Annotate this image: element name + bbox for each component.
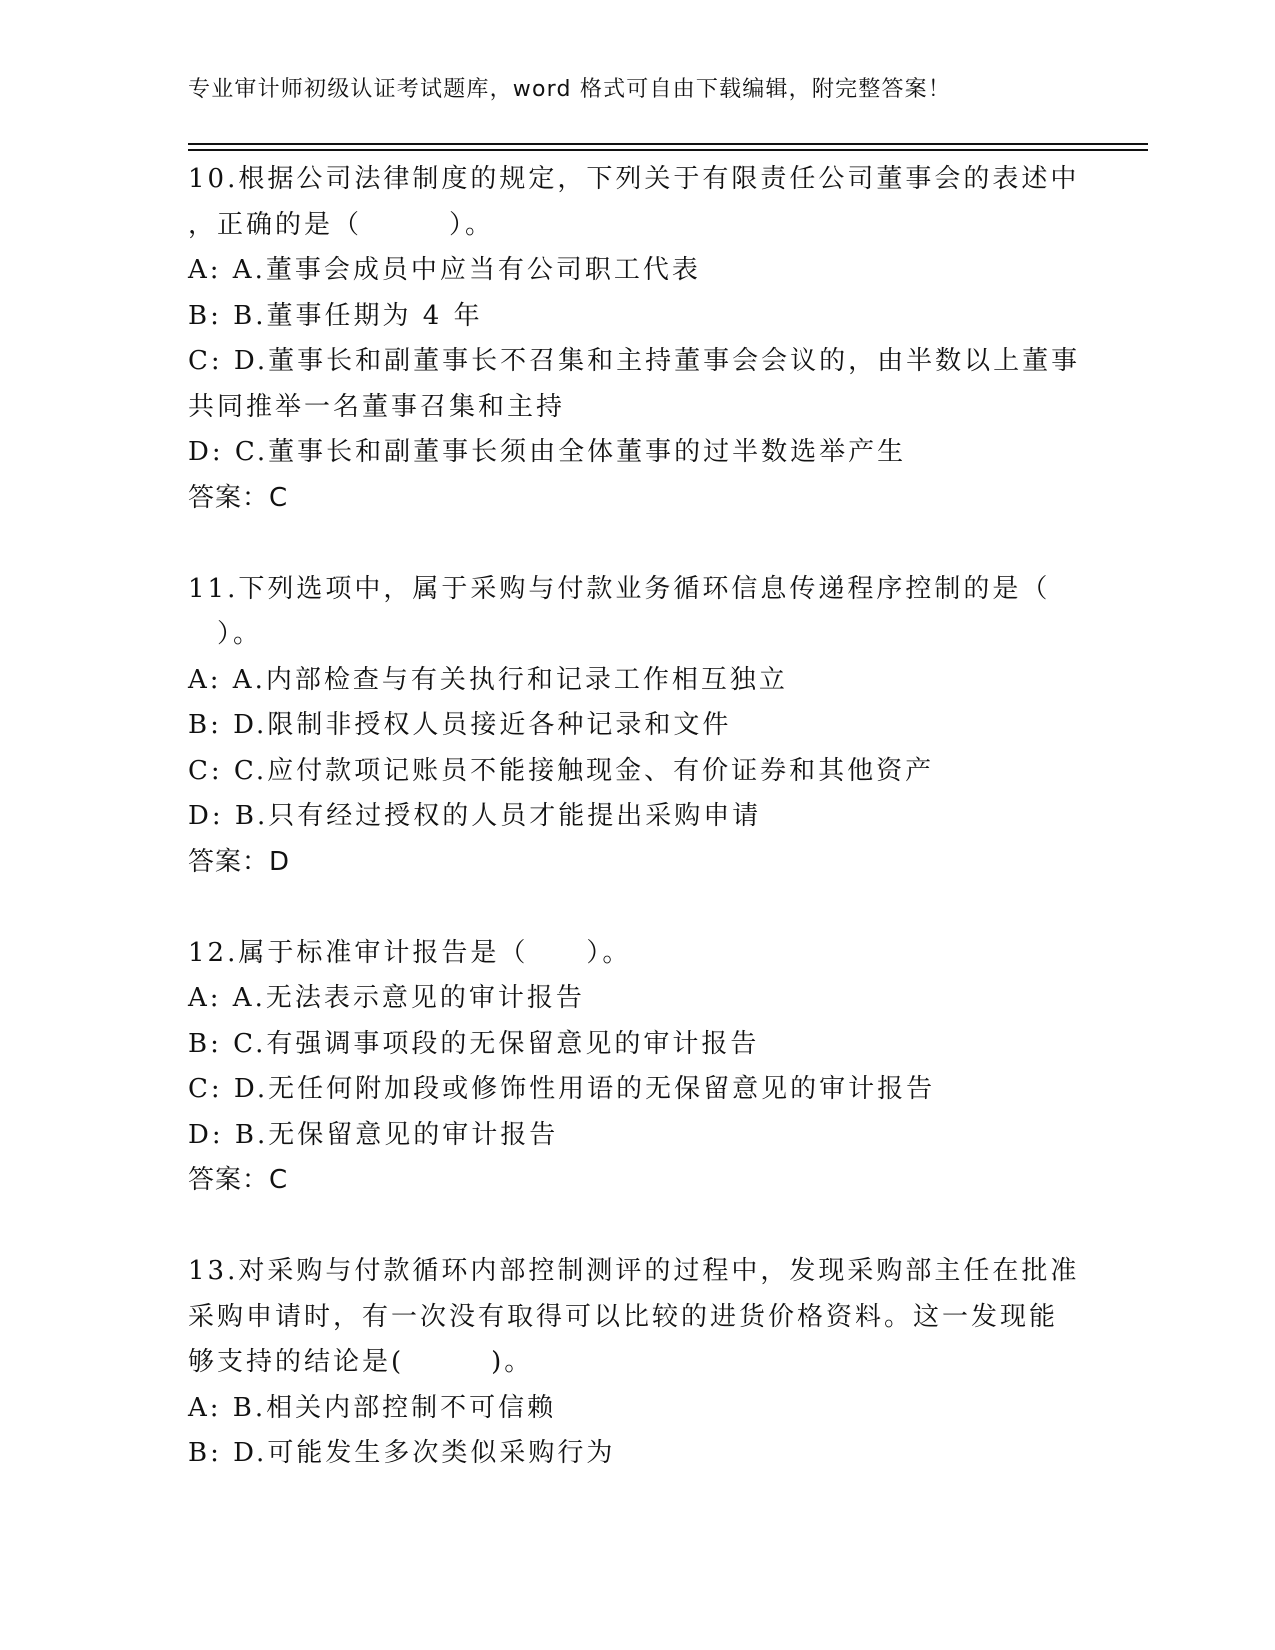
option-b: B: B.董事任期为 4 年 (188, 300, 483, 331)
option-c: C: C.应付款项记账员不能接触现金、有价证券和其他资产 (188, 755, 935, 786)
question-stem: 够支持的结论是( )。 (188, 1347, 534, 1377)
option-a: A: B.相关内部控制不可信赖 (188, 1392, 557, 1423)
question-spacer (188, 521, 1088, 567)
question-13 (188, 1249, 1088, 1477)
option-d: D: C.董事长和副董事长须由全体董事的过半数选举产生 (188, 437, 907, 467)
question-stem: 11.下列选项中，属于采购与付款业务循环信息传递程序控制的是（ (188, 573, 1051, 604)
question-stem: 10.根据公司法律制度的规定，下列关于有限责任公司董事会的表述中 (188, 164, 1080, 194)
question-stem: 采购申请时，有一次没有取得可以比较的进货价格资料。这一发现能 (188, 1301, 1059, 1332)
option-b: B: D.可能发生多次类似采购行为 (188, 1438, 616, 1468)
answer: 答案：C (188, 482, 289, 513)
option-a: A: A.内部检查与有关执行和记录工作相互独立 (188, 664, 788, 695)
option-c: C: D.董事长和副董事长不召集和主持董事会会议的，由半数以上董事 (188, 346, 1081, 376)
header-rule-thick (188, 143, 1148, 145)
question-stem: ，正确的是（ ）。 (188, 209, 495, 240)
question-spacer (188, 1204, 1088, 1250)
question-10 (188, 157, 1088, 521)
question-list (188, 157, 1088, 1477)
question-stem: 12.属于标准审计报告是（ ）。 (188, 937, 632, 968)
option-b: B: D.限制非授权人员接近各种记录和文件 (188, 710, 732, 740)
question-11 (188, 567, 1088, 886)
option-b: B: C.有强调事项段的无保留意见的审计报告 (188, 1028, 760, 1059)
answer: 答案：C (188, 1165, 289, 1195)
option-a: A: A.董事会成员中应当有公司职工代表 (188, 255, 701, 285)
question-stem: ）。 (188, 619, 263, 649)
question-12 (188, 931, 1088, 1204)
option-d: D: B.无保留意见的审计报告 (188, 1119, 559, 1150)
option-c: C: D.无任何附加段或修饰性用语的无保留意见的审计报告 (188, 1074, 936, 1104)
option-a: A: A.无法表示意见的审计报告 (188, 983, 585, 1013)
answer: 答案：D (188, 846, 291, 877)
question-spacer (188, 885, 1088, 931)
question-stem: 13.对采购与付款循环内部控制测评的过程中，发现采购部主任在批准 (188, 1256, 1080, 1286)
page-header: 专业审计师初级认证考试题库，word 格式可自由下载编辑，附完整答案！ (188, 77, 952, 102)
header-rule-thin (188, 149, 1148, 151)
option-d: D: B.只有经过授权的人员才能提出采购申请 (188, 801, 762, 831)
option-c-continued: 共同推举一名董事召集和主持 (188, 391, 566, 422)
